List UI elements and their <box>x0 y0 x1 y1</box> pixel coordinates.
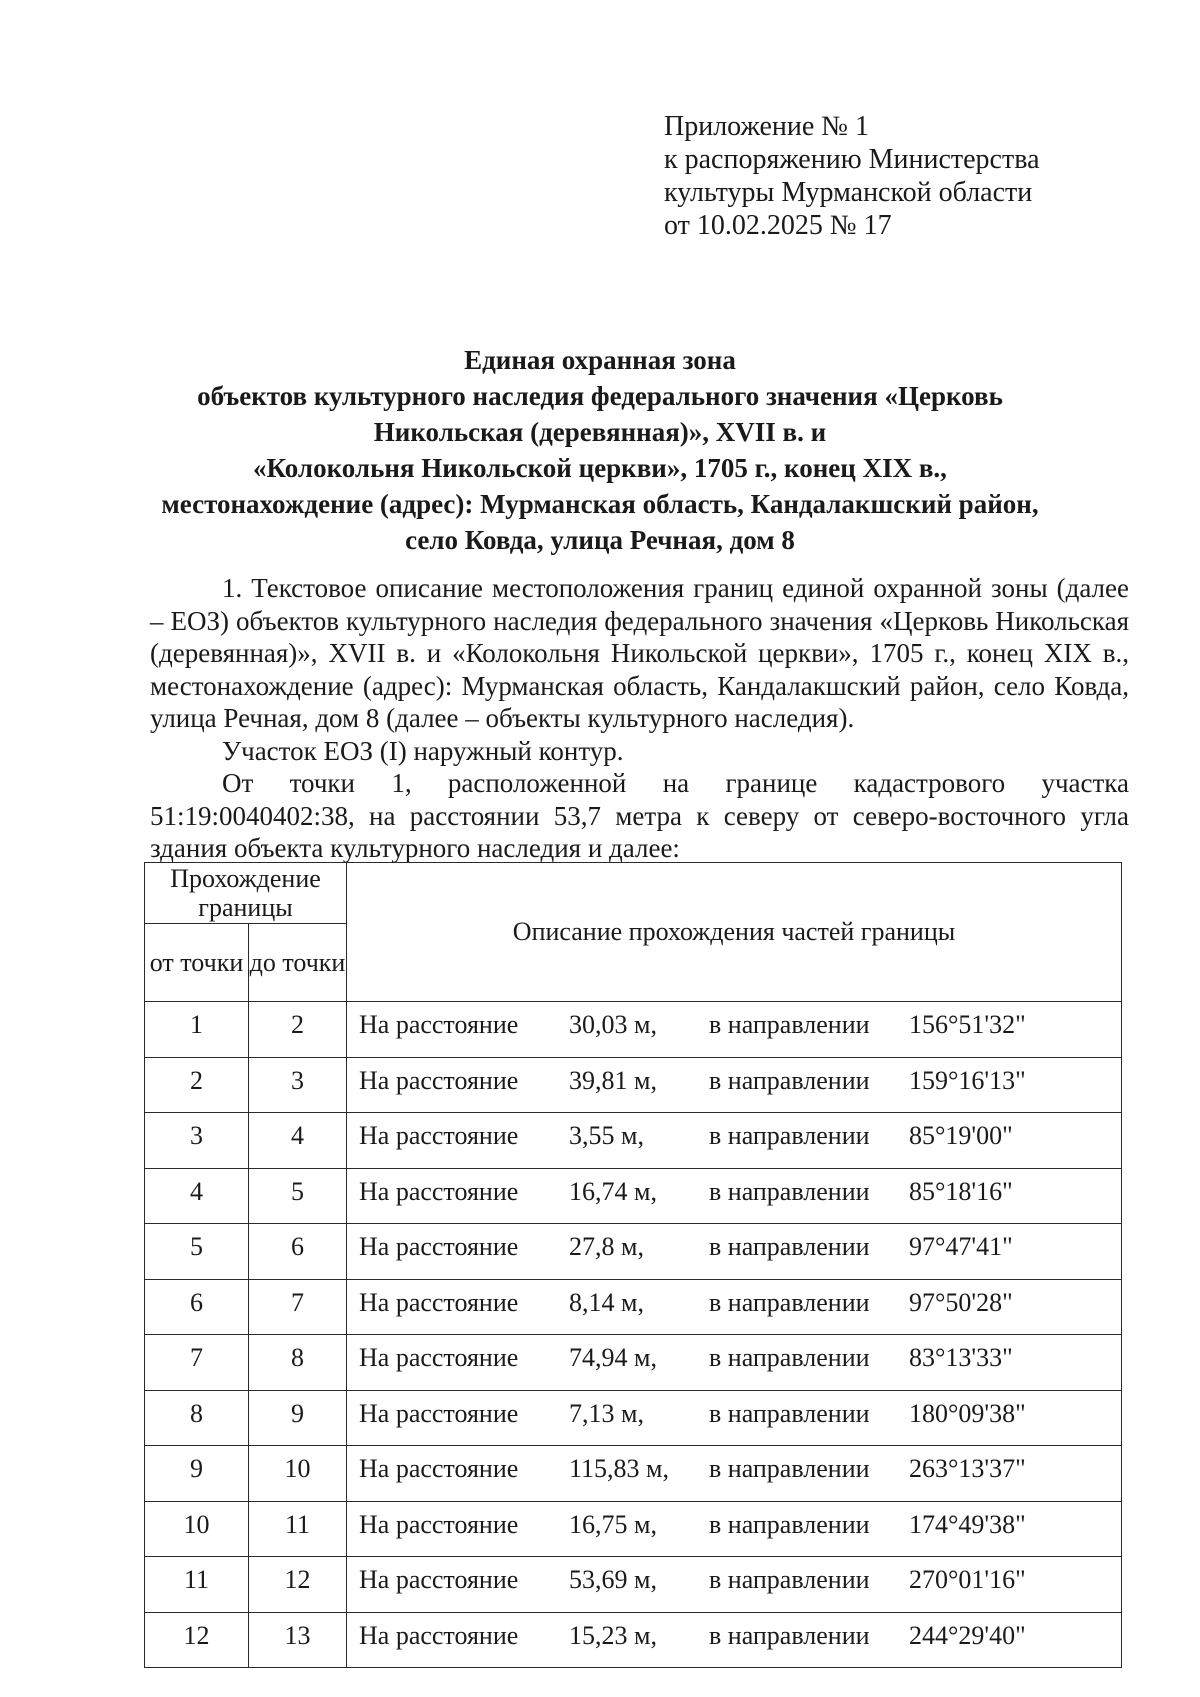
distance-label: На расстояние <box>359 1065 519 1095</box>
from-point-cell: 8 <box>145 1390 249 1446</box>
distance-value: 30,03 м, <box>569 1010 657 1039</box>
segment-description-cell <box>347 1168 1122 1224</box>
direction-label: в направлении <box>709 1398 870 1428</box>
direction-label: в направлении <box>709 1121 870 1150</box>
bearing-value: 174°49'38" <box>909 1509 1026 1539</box>
distance-value: 16,74 м, <box>569 1176 657 1206</box>
from-point-cell: 4 <box>145 1168 249 1224</box>
direction-label: в направлении <box>709 1176 870 1206</box>
distance-value: 3,55 м, <box>569 1121 644 1150</box>
title-line: Никольская (деревянная)», XVII в. и <box>373 417 827 447</box>
from-point-cell: 5 <box>145 1224 249 1280</box>
segment-description-cell <box>347 1002 1122 1058</box>
direction-label: в направлении <box>709 1287 870 1317</box>
table-row <box>145 1501 1122 1557</box>
paragraph-start-point: 51:19:0040402:38, на расстоянии 53,7 метра к северу от северо-восточного угла здания объекта культурного наследия и далее: <box>150 800 1129 863</box>
bearing-value: 263°13'37" <box>909 1454 1026 1483</box>
distance-label: На расстояние <box>359 1509 519 1539</box>
distance-label: На расстояние <box>359 1565 519 1594</box>
bearing-value: 85°18'16" <box>909 1176 1013 1206</box>
direction-label: в направлении <box>709 1065 870 1095</box>
table-row <box>145 1279 1122 1335</box>
to-point-cell: 8 <box>249 1335 347 1391</box>
from-point-cell: 2 <box>145 1057 249 1113</box>
to-point-cell: 9 <box>249 1390 347 1446</box>
bearing-value: 85°19'00" <box>909 1121 1013 1150</box>
distance-label: На расстояние <box>359 1398 519 1428</box>
direction-label: в направлении <box>709 1509 870 1539</box>
segment-description-cell <box>347 1390 1122 1446</box>
segment-description-cell <box>347 1113 1122 1169</box>
from-point-cell: 6 <box>145 1279 249 1335</box>
appendix-line: от 10.02.2025 № 17 <box>664 210 892 241</box>
bearing-value: 97°47'41" <box>909 1232 1013 1261</box>
from-point-cell: 7 <box>145 1335 249 1391</box>
bearing-value: 159°16'13" <box>909 1065 1026 1095</box>
paragraph-section: Участок ЕОЗ (I) наружный контур. <box>222 735 624 766</box>
distance-label: На расстояние <box>359 1010 519 1039</box>
from-point-cell: 11 <box>145 1557 249 1613</box>
appendix-line: Приложение № 1 <box>664 111 869 142</box>
from-point-cell: 9 <box>145 1446 249 1502</box>
distance-value: 8,14 м, <box>569 1287 644 1317</box>
appendix-line: культуры Мурманской области <box>664 177 1033 208</box>
bearing-value: 97°50'28" <box>909 1287 1013 1317</box>
direction-label: в направлении <box>709 1232 870 1261</box>
segment-description-cell <box>347 1224 1122 1280</box>
distance-label: На расстояние <box>359 1454 519 1483</box>
table-row <box>145 1446 1122 1502</box>
segment-description-cell <box>347 1279 1122 1335</box>
boundary-table <box>144 862 1122 1668</box>
segment-description-cell <box>347 1335 1122 1391</box>
bearing-value: 83°13'33" <box>909 1343 1013 1372</box>
title-line: Единая охранная зона <box>464 345 736 375</box>
to-point-cell: 3 <box>249 1057 347 1113</box>
table-row <box>145 1113 1122 1169</box>
paragraph-start-point-line: От точки 1, расположенной на границе кадастрового участка <box>222 768 1129 798</box>
direction-label: в направлении <box>709 1010 870 1039</box>
direction-label: в направлении <box>709 1565 870 1594</box>
title-line: «Колокольня Никольской церкви», 1705 г., конец XIX в., <box>253 453 947 483</box>
bearing-value: 156°51'32" <box>909 1010 1026 1039</box>
title-line: объектов культурного наследия федерального значения «Церковь <box>197 381 1003 411</box>
table-row <box>145 1002 1122 1058</box>
distance-value: 16,75 м, <box>569 1509 657 1539</box>
to-point-cell: 13 <box>249 1612 347 1668</box>
distance-value: 39,81 м, <box>569 1065 657 1095</box>
distance-label: На расстояние <box>359 1176 519 1206</box>
header-description: Описание прохождения частей границы <box>347 863 1122 1002</box>
to-point-cell: 2 <box>249 1002 347 1058</box>
document-title <box>150 342 1050 558</box>
body-text <box>150 572 1129 865</box>
to-point-cell: 5 <box>249 1168 347 1224</box>
appendix-line: к распоряжению Министерства <box>664 144 1040 175</box>
to-point-cell: 4 <box>249 1113 347 1169</box>
distance-label: На расстояние <box>359 1343 519 1372</box>
direction-label: в направлении <box>709 1620 870 1650</box>
distance-label: На расстояние <box>359 1232 519 1261</box>
bearing-value: 244°29'40" <box>909 1620 1026 1650</box>
segment-description-cell <box>347 1612 1122 1668</box>
table-row <box>145 1224 1122 1280</box>
table-row <box>145 1335 1122 1391</box>
distance-value: 115,83 м, <box>569 1454 669 1483</box>
to-point-cell: 10 <box>249 1446 347 1502</box>
direction-label: в направлении <box>709 1454 870 1483</box>
segment-description-cell <box>347 1501 1122 1557</box>
table-row <box>145 1057 1122 1113</box>
from-point-cell: 10 <box>145 1501 249 1557</box>
to-point-cell: 7 <box>249 1279 347 1335</box>
from-point-cell: 1 <box>145 1002 249 1058</box>
distance-value: 15,23 м, <box>569 1620 657 1650</box>
distance-label: На расстояние <box>359 1620 519 1650</box>
table-body <box>145 1002 1122 1668</box>
segment-description-cell <box>347 1057 1122 1113</box>
title-line: село Ковда, улица Речная, дом 8 <box>405 525 795 555</box>
from-point-cell: 3 <box>145 1113 249 1169</box>
header-passage: Прохождение границы <box>145 863 347 924</box>
bearing-value: 270°01'16" <box>909 1565 1026 1594</box>
distance-label: На расстояние <box>359 1287 519 1317</box>
segment-description-cell <box>347 1557 1122 1613</box>
distance-value: 53,69 м, <box>569 1565 657 1594</box>
segment-description-cell <box>347 1446 1122 1502</box>
from-point-cell: 12 <box>145 1612 249 1668</box>
header-to: до точки <box>249 924 347 1002</box>
distance-value: 7,13 м, <box>569 1398 644 1428</box>
to-point-cell: 11 <box>249 1501 347 1557</box>
table-row <box>145 1612 1122 1668</box>
header-from: от точки <box>145 924 249 1002</box>
distance-label: На расстояние <box>359 1121 519 1150</box>
paragraph-description: 1. Текстовое описание местоположения границ единой охранной зоны (далее – ЕОЗ) объектов культурного наследия федерального значения «Церковь Никольская (деревянная)», XVII в. и «Колокольня Никольской церкви», 1705 г., конец XIX в., местонахождение (адрес): Мурманская область, Кандалакшский район, село Ковда, улица Речная, дом 8 (далее – объекты культурного наследия). <box>150 573 1129 733</box>
table-row <box>145 1390 1122 1446</box>
appendix-block <box>664 110 1040 242</box>
distance-value: 74,94 м, <box>569 1343 657 1372</box>
table-row <box>145 1168 1122 1224</box>
direction-label: в направлении <box>709 1343 870 1372</box>
to-point-cell: 6 <box>249 1224 347 1280</box>
title-line: местонахождение (адрес): Мурманская область, Кандалакшский район, <box>161 489 1039 519</box>
distance-value: 27,8 м, <box>569 1232 644 1261</box>
bearing-value: 180°09'38" <box>909 1398 1026 1428</box>
table-row <box>145 1557 1122 1613</box>
to-point-cell: 12 <box>249 1557 347 1613</box>
